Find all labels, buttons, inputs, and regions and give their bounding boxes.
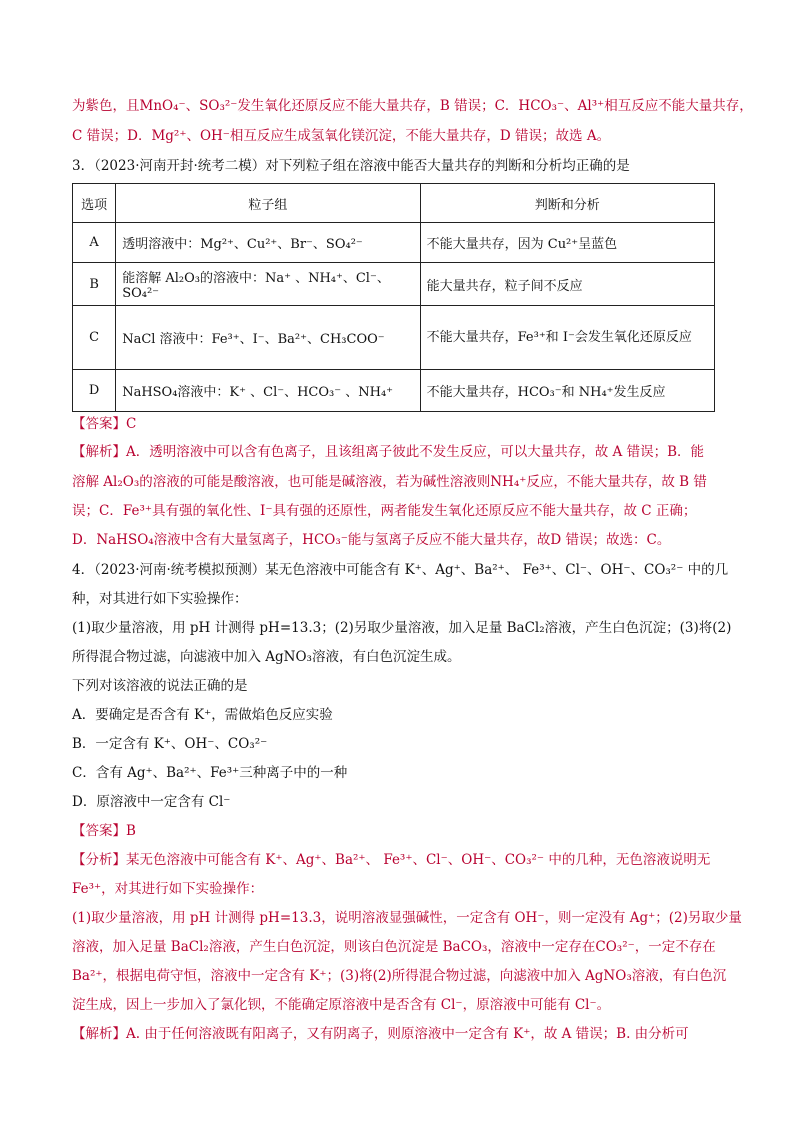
question-4-stem: 种，对其进行如下实验操作： <box>72 591 248 607</box>
text-line: 为紫色，且MnO₄⁻、SO₃²⁻发生氧化还原反应不能大量共存，B 错误；C．HCO₃⁻、Al³⁺相互反应不能大量共存， <box>72 98 753 114</box>
row-group: 透明溶液中：Mg²⁺、Cu²⁺、Br⁻、SO₄²⁻ <box>116 223 420 263</box>
row-option: C <box>73 306 116 370</box>
choice-d: D．原溶液中一定含有 Cl⁻ <box>72 794 231 810</box>
explanation-line: 【解析】A．透明溶液中可以含有色离子，且该组离子彼此不发生反应，可以大量共存，故 A 错误；B．能 <box>72 444 705 460</box>
row-option: D <box>73 370 116 412</box>
explanation-line: 【解析】A. 由于任何溶液既有阳离子，又有阴离子，则原溶液中一定含有 K⁺，故 A 错误；B. 由分析可 <box>72 1026 689 1042</box>
text-line: C 错误；D．Mg²⁺、OH⁻相互反应生成氢氧化镁沉淀，不能大量共存，D 错误；故选 A。 <box>72 128 611 144</box>
choice-c: C．含有 Ag⁺、Ba²⁺、Fe³⁺三种离子中的一种 <box>72 765 348 781</box>
options-table <box>72 183 715 412</box>
row-option: B <box>73 263 116 306</box>
row-analysis: 不能大量共存，因为 Cu²⁺呈蓝色 <box>420 223 714 263</box>
row-analysis: 不能大量共存，HCO₃⁻和 NH₄⁺发生反应 <box>420 370 714 412</box>
row-option: A <box>73 223 116 263</box>
row-analysis: 能大量共存，粒子间不反应 <box>420 263 714 306</box>
row-group: NaHSO₄溶液中：K⁺ 、Cl⁻、HCO₃⁻ 、NH₄⁺ <box>116 370 420 412</box>
table-header-row <box>73 184 715 223</box>
header-option: 选项 <box>73 184 116 223</box>
row-group: 能溶解 Al₂O₃的溶液中：Na⁺ 、NH₄⁺、Cl⁻、SO₄²⁻ <box>116 263 420 306</box>
row-group: NaCl 溶液中：Fe³⁺、I⁻、Ba²⁺、CH₃COO⁻ <box>116 306 420 370</box>
question-3-stem: 3．（2023·河南开封·统考二模）对下列粒子组在溶液中能否大量共存的判断和分析均正确的是 <box>72 158 630 174</box>
choice-b: B．一定含有 K⁺、OH⁻、CO₃²⁻ <box>72 736 268 752</box>
answer-label: 【答案】C <box>72 416 137 432</box>
analysis-line: 溶液，加入足量 BaCl₂溶液，产生白色沉淀，则该白色沉淀是 BaCO₃，溶液中一定存在CO₃²⁻，一定不存在 <box>72 939 716 955</box>
question-4-stem: 所得混合物过滤，向滤液中加入 AgNO₃溶液，有白色沉淀生成。 <box>72 649 461 665</box>
analysis-line: 【分析】某无色溶液中可能含有 K⁺、Ag⁺、Ba²⁺、 Fe³⁺、Cl⁻、OH⁻、CO₃²⁻ 中的几种，无色溶液说明无 <box>72 852 711 868</box>
table-row <box>73 370 715 412</box>
table-row <box>73 223 715 263</box>
explanation-line: 误；C．Fe³⁺具有强的氧化性、I⁻具有强的还原性，两者能发生氧化还原反应不能大量共存，故 C 正确； <box>72 503 697 519</box>
table-row <box>73 263 715 306</box>
analysis-line: (1)取少量溶液，用 pH 计测得 pH=13.3，说明溶液显强碱性，一定含有 OH⁻，则一定没有 Ag⁺；(2)另取少量 <box>72 910 742 926</box>
question-4-stem: 4．（2023·河南·统考模拟预测）某无色溶液中可能含有 K⁺、Ag⁺、Ba²⁺、 Fe³⁺、Cl⁻、OH⁻、CO₃²⁻ 中的几 <box>72 562 729 578</box>
row-analysis: 不能大量共存，Fe³⁺和 I⁻会发生氧化还原反应 <box>420 306 714 370</box>
header-analysis: 判断和分析 <box>420 184 714 223</box>
analysis-line: Ba²⁺，根据电荷守恒，溶液中一定含有 K⁺；(3)将(2)所得混合物过滤，向滤液中加入 AgNO₃溶液，有白色沉 <box>72 968 727 984</box>
analysis-line: 淀生成，因上一步加入了氯化钡，不能确定原溶液中是否含有 Cl⁻，原溶液中可能有 Cl⁻。 <box>72 997 611 1013</box>
question-4-stem: (1)取少量溶液，用 pH 计测得 pH=13.3；(2)另取少量溶液，加入足量 BaCl₂溶液，产生白色沉淀；(3)将(2) <box>72 620 732 636</box>
answer-label: 【答案】B <box>72 823 136 839</box>
question-4-prompt: 下列对该溶液的说法正确的是 <box>72 678 248 694</box>
table-row <box>73 306 715 370</box>
explanation-line: 溶解 Al₂O₃的溶液的可能是酸溶液，也可能是碱溶液，若为碱性溶液则NH₄⁺反应，不能大量共存，故 B 错 <box>72 474 707 490</box>
explanation-line: D．NaHSO₄溶液中含有大量氢离子，HCO₃⁻能与氢离子反应不能大量共存，故D 错误；故选：C。 <box>72 532 671 548</box>
analysis-line: Fe³⁺，对其进行如下实验操作： <box>72 881 264 897</box>
choice-a: A．要确定是否含有 K⁺，需做焰色反应实验 <box>72 707 333 723</box>
header-group: 粒子组 <box>116 184 420 223</box>
